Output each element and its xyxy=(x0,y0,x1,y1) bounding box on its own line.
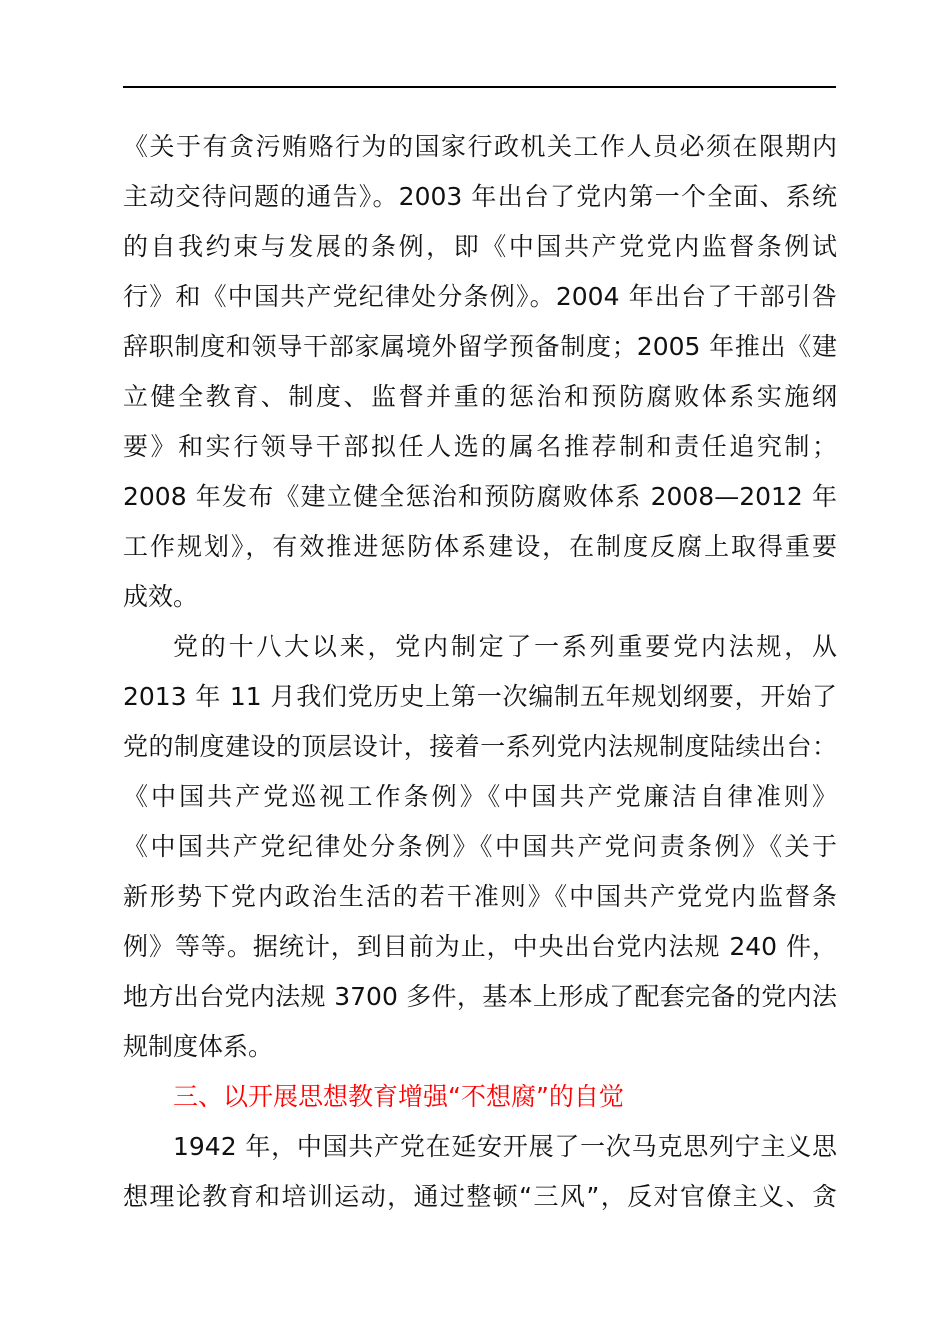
text-line: 要》和实行领导干部拟任人选的属名推荐制和责任追究制； xyxy=(123,432,837,461)
text-line: 1942 年，中国共产党在延安开展了一次马克思列宁主义思 xyxy=(173,1132,837,1161)
text-line: 辞职制度和领导干部家属境外留学预备制度；2005 年推出《建 xyxy=(123,332,837,361)
section-heading: 三、以开展思想教育增强“不想腐”的自觉 xyxy=(173,1082,624,1111)
paragraph xyxy=(123,122,837,622)
text-line: 地方出台党内法规 3700 多件，基本上形成了配套完备的党内法 xyxy=(123,982,837,1011)
text-line: 2008 年发布《建立健全惩治和预防腐败体系 2008—2012 年 xyxy=(123,482,837,511)
text-line: 规制度体系。 xyxy=(123,1032,274,1061)
text-line: 《中国共产党纪律处分条例》《中国共产党问责条例》《关于 xyxy=(123,832,837,861)
text-line: 工作规划》，有效推进惩防体系建设，在制度反腐上取得重要 xyxy=(123,532,837,561)
text-line: 想理论教育和培训运动，通过整顿“三风”，反对官僚主义、贪 xyxy=(123,1182,837,1211)
text-line: 主动交待问题的通告》。2003 年出台了党内第一个全面、系统 xyxy=(123,182,837,211)
document-body xyxy=(123,122,837,1222)
text-line: 新形势下党内政治生活的若干准则》《中国共产党党内监督条 xyxy=(123,882,837,911)
header-rule xyxy=(123,86,836,88)
text-line: 立健全教育、制度、监督并重的惩治和预防腐败体系实施纲 xyxy=(123,382,837,411)
paragraph xyxy=(123,622,837,1072)
paragraph xyxy=(123,1122,837,1222)
text-line: 的自我约束与发展的条例，即《中国共产党党内监督条例试 xyxy=(123,232,837,261)
text-line: 例》等等。据统计，到目前为止，中央出台党内法规 240 件， xyxy=(123,932,837,961)
text-line: 《中国共产党巡视工作条例》《中国共产党廉洁自律准则》 xyxy=(123,782,837,811)
text-line: 《关于有贪污贿赂行为的国家行政机关工作人员必须在限期内 xyxy=(123,132,837,161)
text-line: 行》和《中国共产党纪律处分条例》。2004 年出台了干部引咎 xyxy=(123,282,837,311)
text-line: 党的十八大以来，党内制定了一系列重要党内法规，从 xyxy=(173,632,837,661)
text-line: 成效。 xyxy=(123,582,199,611)
text-line: 2013 年 11 月我们党历史上第一次编制五年规划纲要，开始了 xyxy=(123,682,837,711)
text-line: 党的制度建设的顶层设计，接着一系列党内法规制度陆续出台： xyxy=(123,732,837,761)
